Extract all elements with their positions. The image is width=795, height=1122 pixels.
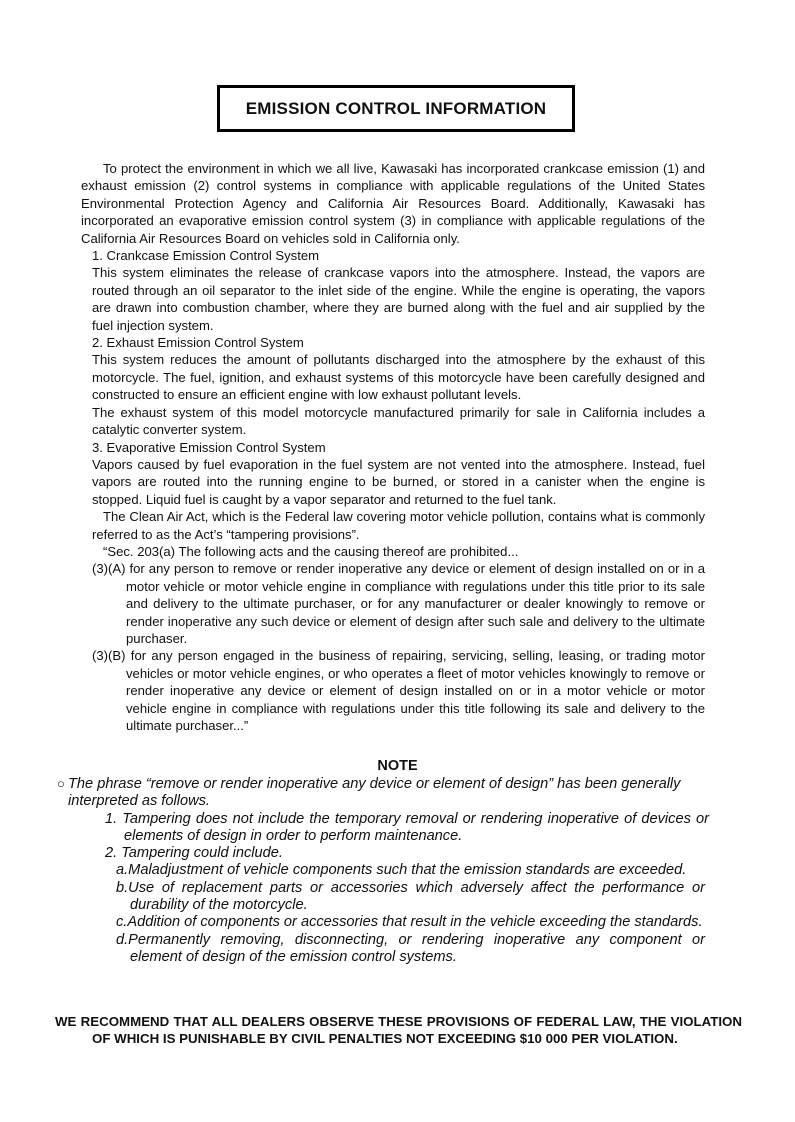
section-paragraph: This system reduces the amount of pollutants discharged into the atmosphere by the exhaust of this motorcycle. The fuel, ignition, and exhaust systems of this motorcycle have been carefully designed and constructed to ensure an efficient engine with low exhaust pollutant levels. — [92, 352, 705, 403]
section-paragraph: This system eliminates the release of crankcase vapors into the atmosphere. Instead, the vapors are routed through an oil separator to the inlet side of the engine. While the engine is operating, the vapors are drawn into combustion chamber, where they are burned along with the fuel and air supplied by the fuel injection system. — [92, 265, 705, 333]
section-heading-evaporative: 3. Evaporative Emission Control System — [92, 439, 326, 455]
note-title: NOTE — [377, 758, 418, 774]
note-subitem: b.Use of replacement parts or accessories which adversely affect the performance or durability of the motorcycle. — [116, 879, 705, 914]
section-paragraph: Vapors caused by fuel evaporation in the fuel system are not vented into the atmosphere. Instead, fuel vapors are routed into the running engine to be burned, or stored in a canister when the engine is stopped. Liquid fuel is caught by a vapor separator and returned to the fuel tank. — [92, 456, 705, 507]
dealer-warning: WE RECOMMEND THAT ALL DEALERS OBSERVE THESE PROVISIONS OF FEDERAL LAW, THE VIOLATION OF WHICH IS PUNISHABLE BY CIVIL PENALTIES NOT EXCEEDING $10 000 PER VIOLATION. — [55, 1014, 742, 1047]
circle-bullet-icon: ○ — [57, 776, 65, 791]
note-item: 2. Tampering could include. — [105, 845, 283, 862]
note-body — [57, 775, 747, 966]
note-lead — [57, 775, 747, 811]
note-item: 1. Tampering does not include the temporary removal or rendering inoperative of devices or elements of design in order to perform maintenance. — [105, 810, 709, 844]
sec-203-paragraph: “Sec. 203(a) The following acts and the causing thereof are prohibited... — [103, 543, 519, 559]
intro-paragraph: To protect the environment in which we all live, Kawasaki has incorporated crankcase emission (1) and exhaust emission (2) control systems in compliance with applicable regulations of the United States Environmental Protection Agency and California Air Resources Board. Additionally, Kawasaki has incorporated an evaporative emission control system (3) in compliance with applicable regulations of the California Air Resources Board on vehicles sold in California only. — [81, 161, 705, 246]
page-title: EMISSION CONTROL INFORMATION — [217, 85, 575, 132]
section-heading-exhaust: 2. Exhaust Emission Control System — [92, 335, 304, 351]
provision-3b: (3)(B) for any person engaged in the business of repairing, servicing, selling, leasing, or trading motor vehicles or motor vehicle engines, or who operates a fleet of motor vehicles knowingly to remove or render inoperative any device or element of design installed on or in a motor vehicle or motor vehicle engine in compliance with regulations under this title following its sale and delivery to the ultimate purchaser...” — [92, 648, 705, 733]
note-subitem: c.Addition of components or accessories that result in the vehicle exceeding the standards. — [116, 914, 703, 931]
section-heading-crankcase: 1. Crankcase Emission Control System — [92, 248, 320, 264]
note-lead-text: The phrase “remove or render inoperative any device or element of design” has been generally interpreted as follows. — [68, 776, 681, 810]
clean-air-act-paragraph: The Clean Air Act, which is the Federal law covering motor vehicle pollution, contains what is commonly referred to as the Act’s “tampering provisions”. — [92, 509, 705, 542]
note-subitem: d.Permanently removing, disconnecting, or rendering inoperative any component or element of design of the emission control systems. — [116, 931, 705, 965]
section-paragraph: The exhaust system of this model motorcycle manufactured primarily for sale in California includes a catalytic converter system. — [92, 404, 705, 438]
provision-3a: (3)(A) for any person to remove or render inoperative any device or element of design installed on or in a motor vehicle or motor vehicle engine in compliance with regulations under this title prior to its sale and delivery to the ultimate purchaser, or for any manufacturer or dealer knowingly to remove or render inoperative any such device or element of design after such sale and delivery to the ultimate purchaser. — [92, 561, 705, 646]
note-subitem: a.Maladjustment of vehicle components such that the emission standards are exceeded. — [116, 862, 687, 879]
body-text — [81, 160, 705, 734]
